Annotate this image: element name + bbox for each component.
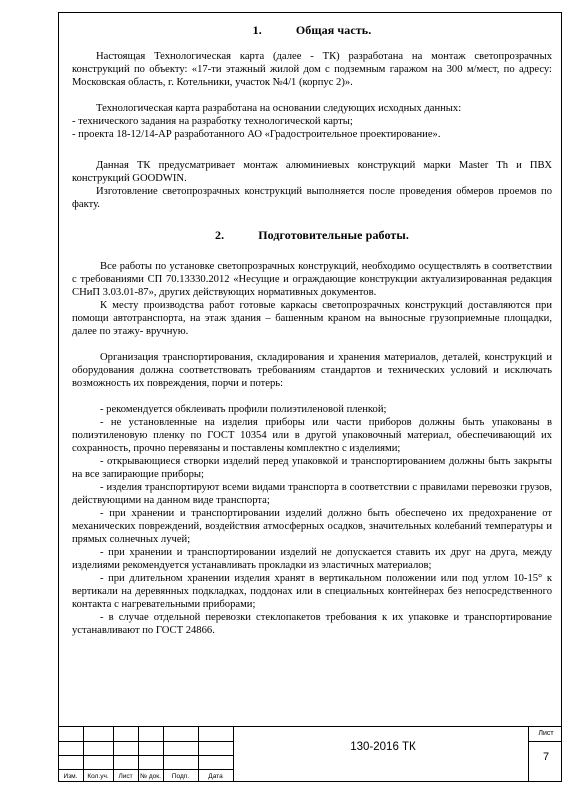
list-item: - рекомендуется обклеивать профили полиэтиленовой пленкой; xyxy=(100,404,387,415)
section-2-paragraph: Организация транспортирования, складирования и хранения материалов, деталей, конструкций и оборудования должна соответствовать требованиям стандартов и технических условий и исключать возможность их повреждения, порчи и потерь: xyxy=(72,352,552,389)
section-1-paragraph: Настоящая Технологическая карта (далее - ТК) разработана на монтаж светопрозрачных конструкций по объекту: «17-ти этажный жилой дом с подземным гаражом на 300 м/мест, по адресу: Московская область, г. Котельники, участок №4/1 (корпус 2)». xyxy=(72,51,552,88)
column-label-koluch: Кол.уч. xyxy=(87,773,109,780)
title-block xyxy=(58,726,562,782)
list-item: - изделия транспортируют всеми видами транспорта в соответствии с правилами перевозки грузов, действующими на данном виде транспорта; xyxy=(72,482,552,506)
list-item: - не установленные на изделия приборы или части приборов должны быть упакованы в полиэтиленовую пленку по ГОСТ 10354 или в другой упаковочный материал, обеспечивающий их сохранность, прочно перевязаны и поставлены комплектно с изделиями; xyxy=(72,417,552,454)
section-2-number: 2. xyxy=(214,228,225,242)
section-1-paragraph: Изготовление светопрозрачных конструкций выполняется после проведения обмеров проемов по факту. xyxy=(72,186,552,210)
section-2-paragraph: К месту производства работ готовые каркасы светопрозрачных конструкций доставляются при помощи автотранспорта, на этаж здания – башенным краном на выносные грузоприемные площадки, далее по этажу- вручную. xyxy=(72,300,552,337)
list-item: - при хранении и транспортировании изделий должно быть обеспечено их предохранение от механических повреждений, воздействия атмосферных осадков, значительных колебаний температуры и прямых солнечных лучей; xyxy=(72,508,552,545)
sheet-number: 7 xyxy=(542,751,550,763)
sheet-label: Лист xyxy=(538,730,554,737)
list-item: - проекта 18-12/14-АР разработанного АО «Градостроительное проектирование». xyxy=(72,129,441,140)
section-2-paragraph: Все работы по установке светопрозрачных конструкций, необходимо осуществлять в соответствии с требованиями СП 70.13330.2012 «Несущие и ограждающие конструкции актуализированная редакция СНиП 3.03.01-87», других действующих нормативных документов. xyxy=(72,261,552,298)
section-1-heading xyxy=(72,24,552,37)
list-item: - при хранении и транспортировании изделий не допускается ставить их друг на друга, между изделиями рекомендуется устанавливать прокладки из эластичных материалов; xyxy=(72,547,552,571)
section-2-title: Подготовительные работы. xyxy=(258,228,409,242)
section-1-number: 1. xyxy=(252,23,262,37)
column-label-list: Лист xyxy=(118,773,133,780)
column-label-izm: Изм. xyxy=(63,773,78,780)
section-1-paragraph: Технологическая карта разработана на основании следующих исходных данных: xyxy=(96,103,462,114)
section-2-heading xyxy=(72,229,552,242)
section-1-paragraph: Данная ТК предусматривает монтаж алюминиевых конструкций марки Master Th и ПВХ конструкций GOODWIN. xyxy=(72,160,552,184)
document-code: 130-2016 ТК xyxy=(350,741,416,753)
list-item: - открывающиеся створки изделий перед упаковкой и транспортированием должны быть закрыты на все запирающие приборы; xyxy=(72,456,552,480)
column-label-date: Дата xyxy=(208,773,223,780)
column-label-doc: № док. xyxy=(140,773,161,780)
column-label-podp: Подп. xyxy=(171,773,190,780)
list-item: - технического задания на разработку технологической карты; xyxy=(72,116,353,127)
document-body xyxy=(72,24,552,637)
list-item: - в случае отдельной перевозки стеклопакетов требования к их упаковке и транспортирование устанавливают по ГОСТ 24866. xyxy=(72,612,552,636)
section-1-title: Общая часть. xyxy=(295,23,372,37)
list-item: - при длительном хранении изделия хранят в вертикальном положении или под углом 10-15° к вертикали на деревянных подкладках, поддонах или в специальных контейнерах без непосредственного контакта с нагревательными приборами; xyxy=(72,573,552,610)
